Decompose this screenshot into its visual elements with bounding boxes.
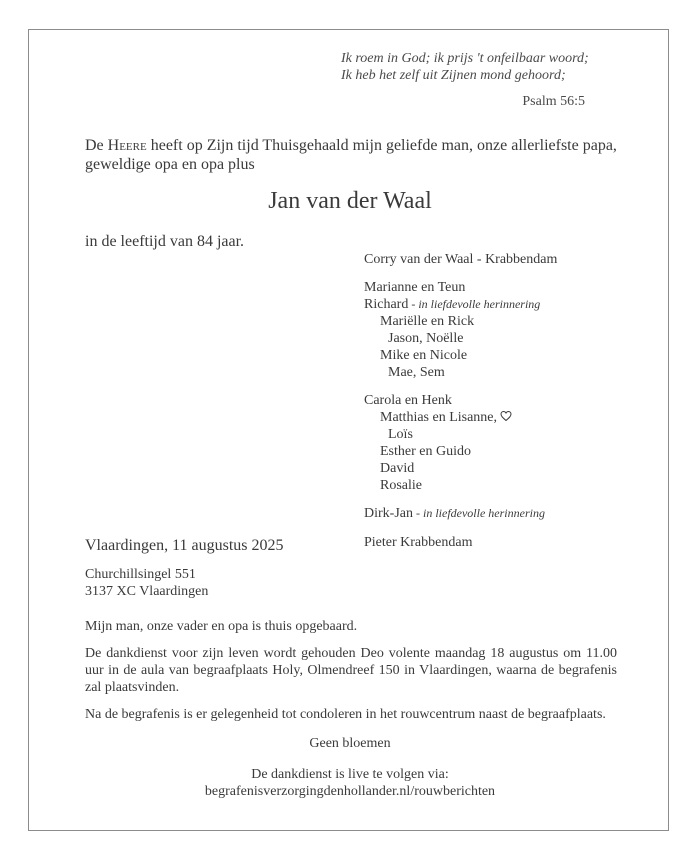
paragraph-service: De dankdienst voor zijn leven wordt gehouden Deo volente maandag 18 augustus om 11.00 uur in de aula van begraafplaats Holy, Olmendreef 150 in Vlaardingen, waarna de begrafenis zal plaatsvinden. [85,646,617,695]
family-member: Mariëlle en Rick [380,314,475,329]
quote-line-1: Ik roem in God; ik prijs 't onfeilbaar woord; [341,51,589,66]
intro-text [85,136,617,174]
family-member: Rosalie [380,478,422,493]
family-member-memorial [364,506,545,522]
paragraph-condolence: Na de begrafenis is er gelegenheid tot condoleren in het rouwcentrum naast de begraafplaats. [85,707,606,722]
grandchildren: Jason, Noëlle [388,331,464,346]
family-member-memorial [364,297,540,313]
intro-rest: heeft op Zijn tijd Thuisgehaald mijn geliefde man, onze allerliefste papa, [146,137,617,154]
place-date: Vlaardingen, 11 augustus 2025 [85,537,284,554]
intro-prefix: De [85,137,108,154]
heere-word: Heere [107,137,147,154]
intro-line-1 [85,136,617,155]
grandchildren: Loïs [388,427,413,442]
intro-line-2: geweldige opa en opa plus [85,156,255,173]
family-member: Carola en Henk [364,393,452,408]
deceased-name: Jan van der Waal [268,188,432,214]
address-street: Churchillsingel 551 [85,567,196,582]
family-member: David [380,461,415,476]
address-block [85,566,208,600]
member-name: Matthias en Lisanne, [380,410,498,425]
family-member: Pieter Krabbendam [364,535,473,550]
memorial-note: - in liefdevolle herinnering [408,297,541,311]
livestream-line-1: De dankdienst is live te volgen via: [251,767,449,782]
quote-line-2: Ik heb het zelf uit Zijnen mond gehoord; [341,68,566,83]
family-member: Mike en Nicole [380,348,468,363]
grandchildren: Mae, Sem [388,365,445,380]
member-name: Richard [364,297,409,312]
family-spouse: Corry van der Waal - Krabbendam [364,252,558,267]
paragraph-laid-out: Mijn man, onze vader en opa is thuis opgebaard. [85,619,358,634]
no-flowers: Geen bloemen [309,736,391,751]
family-member: Marianne en Teun [364,280,466,295]
memorial-note: - in liefdevolle herinnering [413,506,545,520]
heart-outline-icon [500,410,512,422]
family-member: Esther en Guido [380,444,471,459]
address-city: 3137 XC Vlaardingen [85,584,209,599]
scripture-quote [341,50,589,84]
scripture-reference: Psalm 56:5 [522,94,585,109]
age-text: in de leeftijd van 84 jaar. [85,233,245,250]
family-member-with-heart [380,410,512,426]
livestream-url: begrafenisverzorgingdenhollander.nl/rouwberichten [204,784,496,799]
member-name: Dirk-Jan [364,506,413,521]
